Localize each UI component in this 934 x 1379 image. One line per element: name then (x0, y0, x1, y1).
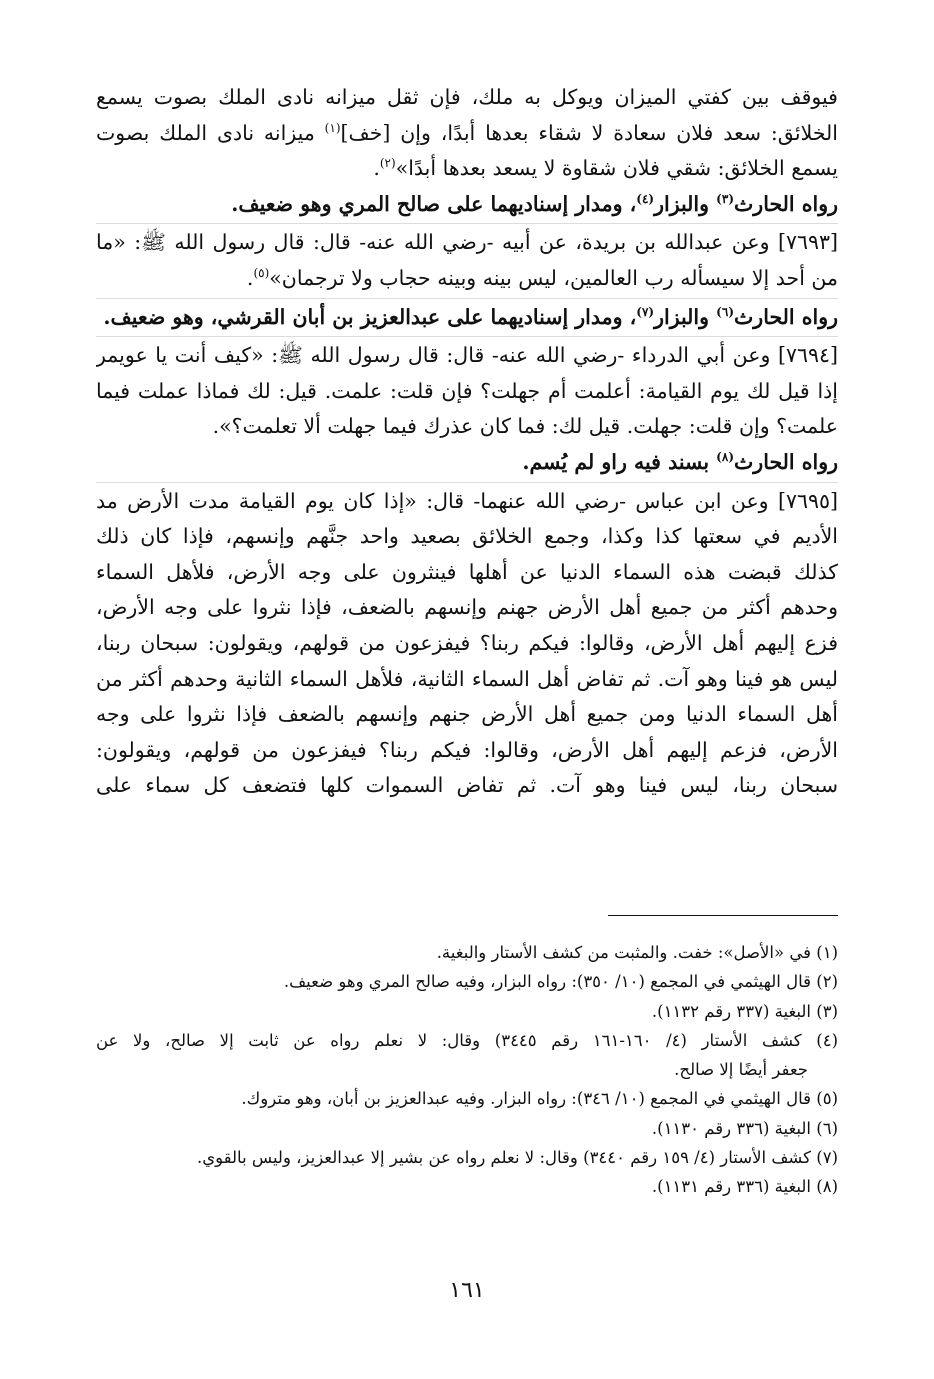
footnote-ref[interactable]: (٢) (379, 156, 396, 171)
footnote-ref[interactable]: (١) (324, 120, 341, 135)
text-line: سبحان ربنا، ليس فينا وهو آت. ثم تفاض السموات كلها فتضعف كل سماء على (96, 773, 838, 798)
footnote-continuation: جعفر أيضًا إلا صالح. (674, 1060, 808, 1080)
text-line: يسمع الخلائق: شقي فلان شقاوة لا يسعد بعدها أبدًا»$^{(٢)}$. (373, 156, 838, 181)
footnote-item: (٧) كشف الأستار (٤/ ١٥٩ رقم ٣٤٤٠) وقال: لا نعلم رواه عن بشير إلا عبدالعزيز، وليس بالقوي. (197, 1148, 838, 1168)
page-number: ١٦١ (449, 1278, 485, 1303)
footnote-item: (٦) البغية (٣٣٦ رقم ١١٣٠). (651, 1118, 838, 1138)
footnote-item: (٥) قال الهيثمي في المجمع (١٠/ ٣٤٦): رواه البزار. وفيه عبدالعزيز بن أبان، وهو متروك. (241, 1089, 838, 1109)
footnote-item: (١) في «الأصل»: خفت. والمثبت من كشف الأستار والبغية. (436, 943, 838, 962)
footnote-rule (608, 915, 838, 916)
text-line: علمت؟ وإن قلت: جهلت. قيل لك: فما كان عذرك فيما جهلت ألا تعلمت؟». (212, 414, 838, 439)
text-line: فيوقف بين كفتي الميزان ويوكل به ملك، فإن ثقل ميزانه نادى الملك بصوت يسمع (96, 85, 838, 109)
footnote-item: (٢) قال الهيثمي في المجمع (١٠/ ٣٥٠): رواه البزار، وفيه صالح المري وهو ضعيف. (283, 972, 838, 992)
footnotes (96, 915, 838, 1202)
narration-line: رواه الحارث$^{(٨)}$ بسند فيه راو لم يُسم. (522, 449, 838, 474)
text-line: من أحد إلا سيسأله رب العالمين، ليس بينه وبينه حجاب ولا ترجمان»$^{(٥)}$. (246, 265, 838, 290)
divider (96, 336, 838, 337)
text-line: ليس هو فينا وهو آت. ثم تفاض أهل السماء الثانية، فلأهل السماء الثانية وحدهم أكثر من (96, 666, 838, 691)
main-text (96, 80, 838, 804)
text-line: فزع إليهم أهل الأرض، وقالوا: فيكم ربنا؟ فيفزعون من قولهم، ويقولون: سبحان ربنا، (96, 630, 838, 655)
narration-line: رواه الحارث$^{(٣)}$ والبزار$^{(٤)}$، ومدار إسناديهما على صالح المري وهو ضعيف. (231, 191, 838, 216)
divider (96, 482, 838, 483)
footnote-ref[interactable]: (٨) (716, 450, 734, 465)
footnote-ref[interactable]: (٦) (716, 304, 734, 319)
divider (96, 223, 838, 224)
text-line: [٧٦٩٤] وعن أبي الدرداء -رضي الله عنه- قال: قال رسول الله ﷺ: «كيف أنت يا عويمر (96, 343, 838, 368)
footnote-item: (٨) البغية (٣٣٦ رقم ١١٣١). (651, 1177, 838, 1197)
text-line: [٧٦٩٣] وعن عبدالله بن بريدة، عن أبيه -رضي الله عنه- قال: قال رسول الله ﷺ: «ما (96, 230, 838, 255)
text-line: الأديم في سعتها كذا وكذا، وجمع الخلائق بصعيد واحد جنَّهم وإنسهم، فإذا كان ذلك (96, 524, 838, 549)
footnote-item: (٤) كشف الأستار (٤/ ١٦٠-١٦١ رقم ٣٤٤٥) وقال: لا نعلم رواه عن ثابت إلا صالح، ولا عن (96, 1030, 838, 1050)
text-line: إذا قيل لك يوم القيامة: أعلمت أم جهلت؟ فإن قلت: علمت. قيل: لك فماذا عملت فيما (96, 378, 838, 403)
divider (96, 298, 838, 299)
text-line: وحدهم أكثر من جميع أهل الأرض جهنم وإنسهم بالضعف، فإذا نثروا على وجه الأرض، (96, 595, 838, 620)
text-line: الأرض، فزعم إليهم أهل الأرض، وقالوا: فيكم ربنا؟ فيفزعون من قولهم، ويقولون: (96, 737, 838, 762)
footnote-ref[interactable]: (٥) (253, 266, 270, 281)
footnote-ref[interactable]: (٤) (636, 191, 655, 206)
narration-line: رواه الحارث$^{(٦)}$ والبزار$^{(٧)}$، ومدار إسناديهما على عبدالعزيز بن أبان القرشي، وهو ضعيف. (103, 304, 838, 329)
text-line: الخلائق: سعد فلان سعادة لا شقاء بعدها أبدًا، وإن [خف]$^{(١)}$ ميزانه نادى الملك بصوت (96, 120, 838, 145)
text-line: [٧٦٩٥] وعن ابن عباس -رضي الله عنهما- قال: «إذا كان يوم القيامة مدت الأرض مد (96, 488, 838, 513)
footnote-item: (٣) البغية (٣٣٧ رقم ١١٣٢). (651, 1001, 838, 1021)
footnote-ref[interactable]: (٣) (716, 191, 734, 206)
text-line: كذلك قبضت هذه السماء الدنيا عن أهلها فينثرون على وجه الأرض، فلأهل السماء (96, 559, 838, 584)
footnote-ref[interactable]: (٧) (636, 304, 655, 319)
text-line: أهل السماء الدنيا ومن جميع أهل الأرض جنهم وإنسهم بالضعف فإذا نثروا على وجه (96, 702, 838, 727)
